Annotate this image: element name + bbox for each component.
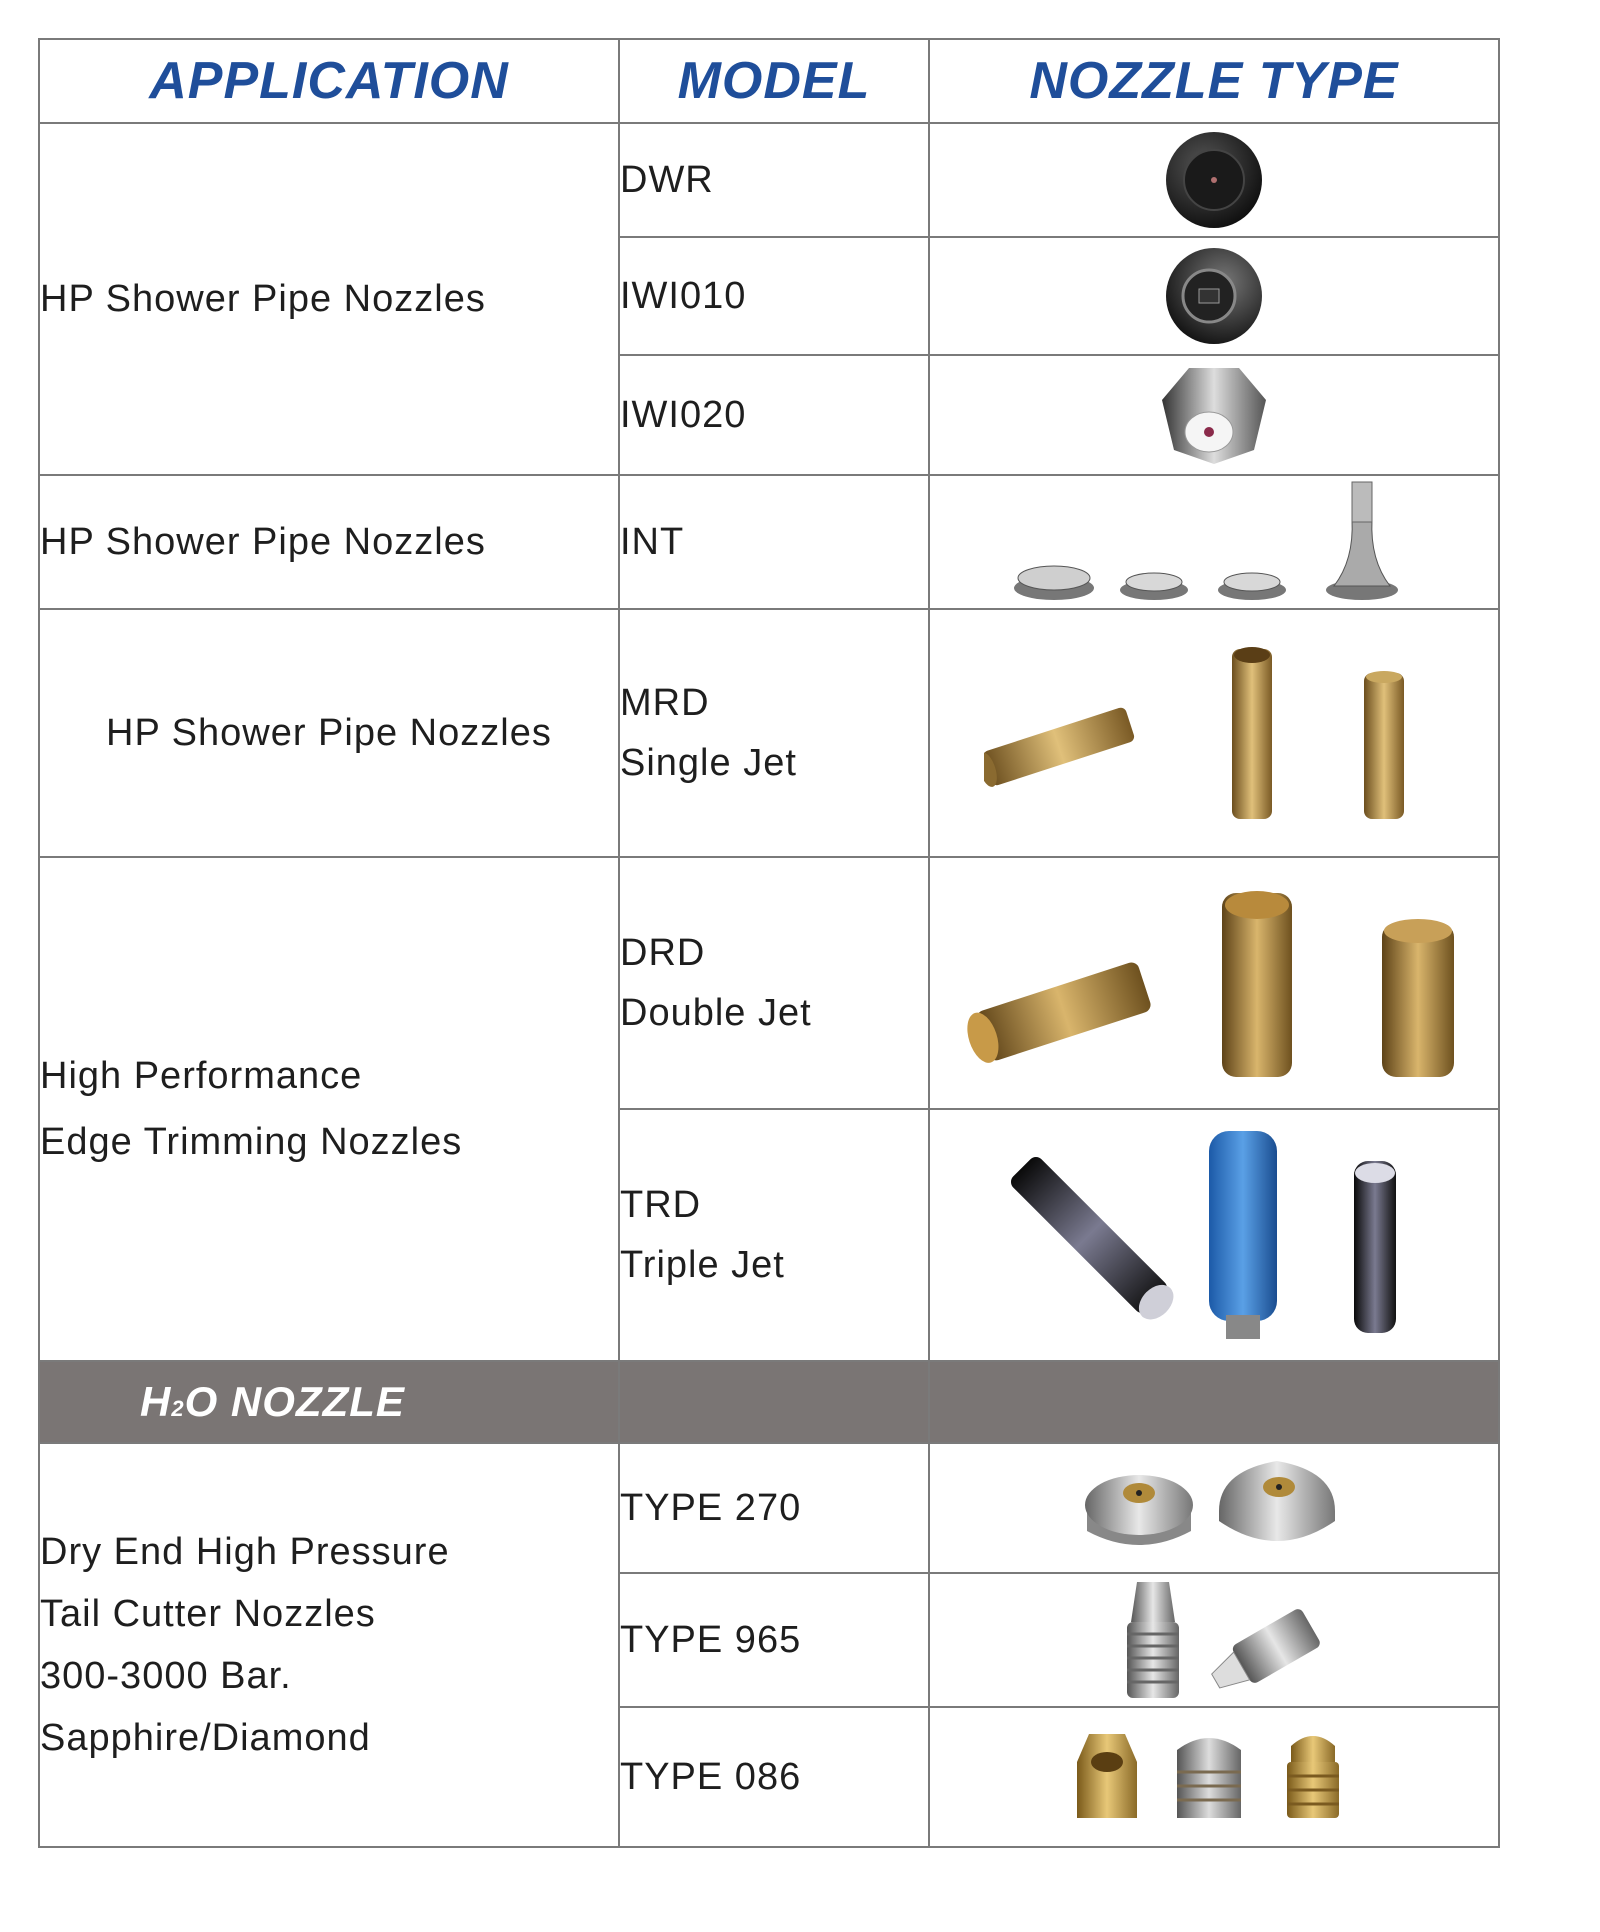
model-cell-dwr: DWR bbox=[619, 123, 929, 237]
iwi020-nozzle-icon bbox=[1154, 360, 1274, 470]
trd-triple-jet-nozzle-icon bbox=[994, 1125, 1434, 1345]
nozzle-image-mrd bbox=[929, 609, 1499, 857]
nozzle-image-iwi020 bbox=[929, 355, 1499, 475]
table-row bbox=[39, 857, 1499, 1109]
nozzle-image-type-086 bbox=[929, 1707, 1499, 1847]
model-cell-trd: TRD Triple Jet bbox=[619, 1109, 929, 1361]
nozzle-table bbox=[38, 38, 1500, 1848]
header-nozzle-type: NOZZLE TYPE bbox=[929, 39, 1499, 123]
nozzle-image-int bbox=[929, 475, 1499, 609]
nozzle-image-trd bbox=[929, 1109, 1499, 1361]
application-cell: HP Shower Pipe Nozzles bbox=[39, 475, 619, 609]
model-cell-type-270: TYPE 270 bbox=[619, 1443, 929, 1573]
mrd-single-jet-nozzle-icon bbox=[984, 643, 1444, 823]
table-row bbox=[39, 1443, 1499, 1573]
type-270-nozzle-icon bbox=[1079, 1451, 1349, 1565]
model-cell-type-965: TYPE 965 bbox=[619, 1573, 929, 1707]
section-empty-cell bbox=[619, 1361, 929, 1443]
table-row bbox=[39, 475, 1499, 609]
header-model: MODEL bbox=[619, 39, 929, 123]
int-nozzle-set-icon bbox=[1014, 480, 1414, 604]
nozzle-image-iwi010 bbox=[929, 237, 1499, 355]
type-965-nozzle-icon bbox=[1099, 1578, 1329, 1702]
header-application: APPLICATION bbox=[39, 39, 619, 123]
application-cell: High Performance Edge Trimming Nozzles bbox=[39, 857, 619, 1361]
model-cell-int: INT bbox=[619, 475, 929, 609]
section-row bbox=[39, 1361, 1499, 1443]
model-cell-mrd: MRD Single Jet bbox=[619, 609, 929, 857]
section-label: H2O NOZZLE bbox=[39, 1361, 619, 1443]
nozzle-spec-sheet bbox=[38, 38, 1500, 1848]
model-cell-type-086: TYPE 086 bbox=[619, 1707, 929, 1847]
application-cell: Dry End High Pressure Tail Cutter Nozzles 300-3000 Bar. Sapphire/Diamond bbox=[39, 1443, 619, 1847]
nozzle-image-dwr bbox=[929, 123, 1499, 237]
iwi010-nozzle-icon bbox=[1159, 241, 1269, 351]
nozzle-image-type-270 bbox=[929, 1443, 1499, 1573]
nozzle-image-drd bbox=[929, 857, 1499, 1109]
type-086-nozzle-icon bbox=[1069, 1722, 1359, 1832]
table-row bbox=[39, 123, 1499, 237]
model-cell-iwi010: IWI010 bbox=[619, 237, 929, 355]
dwr-nozzle-icon bbox=[1159, 125, 1269, 235]
drd-double-jet-nozzle-icon bbox=[964, 883, 1464, 1083]
table-row bbox=[39, 609, 1499, 857]
nozzle-image-type-965 bbox=[929, 1573, 1499, 1707]
application-cell: HP Shower Pipe Nozzles bbox=[39, 609, 619, 857]
section-empty-cell bbox=[929, 1361, 1499, 1443]
model-cell-iwi020: IWI020 bbox=[619, 355, 929, 475]
application-cell: HP Shower Pipe Nozzles bbox=[39, 123, 619, 475]
model-cell-drd: DRD Double Jet bbox=[619, 857, 929, 1109]
header-row bbox=[39, 39, 1499, 123]
